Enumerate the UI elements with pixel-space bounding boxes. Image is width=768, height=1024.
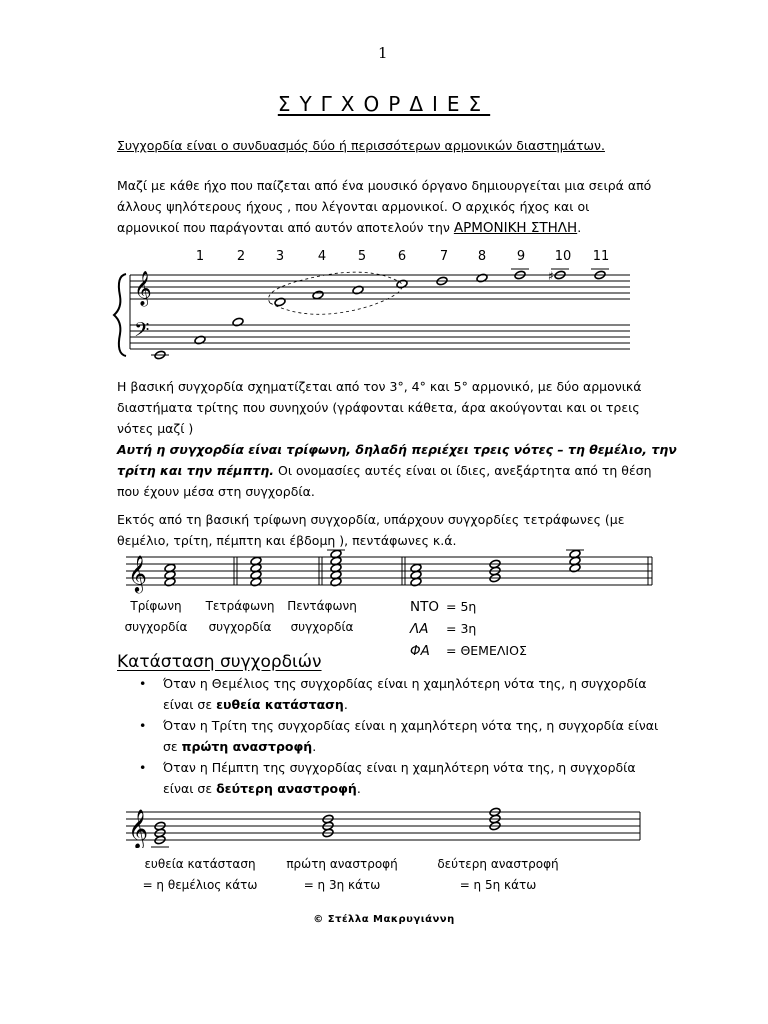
bullet-line: Όταν η Τρίτη της συγχορδίας είναι η χαμηλότερη νότα της, η συγχορδία είναι — [163, 718, 659, 733]
types-line-2: θεμέλιο, τρίτη, πέμπτη και έβδομη ), πεντάφωνες κ.ά. — [117, 533, 457, 548]
legend-name: ΛΑ — [410, 621, 429, 637]
harmonics-line-3 — [117, 217, 677, 239]
bass-clef-icon: 𝄢 — [134, 318, 150, 346]
chord-label-top: Πεντάφωνη — [287, 599, 357, 613]
inversion-label-bottom: = η θεμέλιος κάτω — [142, 878, 258, 892]
harmonic-number: 10 — [554, 249, 572, 264]
basic-line-5 — [117, 460, 677, 481]
legend-value: = 5η — [446, 599, 477, 614]
harmonics-paragraph — [117, 175, 677, 239]
inversion-label — [267, 854, 417, 896]
bullet-bold: δεύτερη αναστροφή — [216, 781, 357, 796]
basic-line-3: νότες μαζί ) — [117, 421, 194, 436]
inversion-label-top: δεύτερη αναστροφή — [437, 857, 559, 871]
harmonic-number: 4 — [317, 249, 327, 264]
bullet-text: σε — [163, 739, 182, 754]
chord-types-notes — [164, 549, 584, 587]
inversion-label-top: πρώτη αναστροφή — [286, 857, 398, 871]
basic-line-6: που έχουν μέσα στη συγχορδία. — [117, 484, 315, 499]
harmonics-line-2: άλλους ψηλότερους ήχους , που λέγονται αρμονικοί. Ο αρχικός ήχος και οι — [117, 199, 590, 214]
treble-staff — [130, 275, 630, 299]
harmonics-line-1: Μαζί με κάθε ήχο που παίζεται από ένα μουσικό όργανο δημιουργείται μια σειρά από — [117, 178, 652, 193]
bullet-icon: • — [139, 760, 147, 775]
harmonic-number: 1 — [195, 249, 205, 264]
legend-row-la — [410, 618, 527, 640]
inversion-label-bottom: = η 3η κάτω — [303, 878, 381, 892]
chord-label-bottom: συγχορδία — [290, 620, 354, 634]
harmonic-number: 5 — [357, 249, 367, 264]
treble-clef-icon: 𝄞 — [134, 271, 152, 306]
inversion-label — [125, 854, 275, 896]
bullet-end: . — [343, 697, 348, 712]
bullet-line — [163, 778, 683, 799]
bullet-line: Όταν η Πέμπτη της συγχορδίας είναι η χαμηλότερη νότα της, η συγχορδία — [163, 760, 636, 775]
harmonic-number: 8 — [477, 249, 487, 264]
chord-label-bottom: συγχορδία — [208, 620, 272, 634]
bullet-end: . — [356, 781, 361, 796]
chord-type-label — [272, 596, 372, 638]
page-title: ΣΥΓΧΟΡΔΙΕΣ — [277, 92, 491, 116]
harmonic-numbers — [196, 249, 609, 264]
bullet-line — [163, 736, 683, 757]
legend-name: ΦΑ — [410, 643, 430, 659]
harmonic-series-staff — [110, 240, 650, 360]
harmonic-number: 9 — [516, 249, 526, 264]
grand-staff-brace — [114, 274, 126, 356]
legend-value: = 3η — [446, 621, 477, 636]
harmonic-number: 6 — [397, 249, 407, 264]
list-item — [139, 673, 683, 715]
treble-clef-icon: 𝄞 — [128, 554, 147, 592]
legend-name: ΝΤΟ — [410, 599, 439, 615]
legend-row-do — [410, 596, 527, 618]
bullet-bold: ευθεία κατάσταση — [216, 697, 344, 712]
footer-copyright: © Στέλλα Μακρυγιάννη — [313, 914, 455, 925]
bullet-icon: • — [139, 676, 147, 691]
chord-label-bottom: συγχορδία — [124, 620, 188, 634]
harmonic-number: 11 — [592, 249, 610, 264]
list-item — [139, 757, 683, 799]
inversions-staff — [120, 800, 650, 848]
harmonics-line-3-end: . — [577, 220, 582, 235]
harmonic-note — [312, 290, 324, 300]
inversion-label — [423, 854, 573, 896]
harmonic-number: 2 — [236, 249, 246, 264]
bullet-text: είναι σε — [163, 697, 217, 712]
chord-label-top: Τετράφωνη — [205, 599, 275, 613]
harmonics-line-3-text: αρμονικοί που παράγονται από αυτόν αποτελούν την — [117, 220, 454, 235]
inversion-notes — [151, 807, 501, 847]
bullet-line: Όταν η Θεμέλιος της συγχορδίας είναι η χαμηλότερη νότα της, η συγχορδία — [163, 676, 647, 691]
harmonic-number: 7 — [439, 249, 449, 264]
page-number: 1 — [378, 44, 388, 62]
inversion-label-bottom: = η 5η κάτω — [459, 878, 537, 892]
harmonic-column-term: ΑΡΜΟΝΙΚΗ ΣΤΗΛΗ — [453, 220, 578, 236]
bullet-text: είναι σε — [163, 781, 217, 796]
treble-clef-icon: 𝄞 — [128, 809, 149, 848]
types-line-1: Εκτός από τη βασική τρίφωνη συγχορδία, υπάρχουν συγχορδίες τετράφωνες (με — [117, 512, 625, 527]
bullet-end: . — [312, 739, 317, 754]
legend-value: = ΘΕΜΕΛΙΟΣ — [446, 643, 527, 658]
bullet-bold: πρώτη αναστροφή — [181, 739, 313, 754]
chord-types-paragraph — [117, 509, 677, 551]
basic-line-4: Αυτή η συγχορδία είναι τρίφωνη, δηλαδή περιέχει τρεις νότες – τη θεμέλιο, την — [117, 442, 677, 457]
section-heading: Κατάσταση συγχορδιών — [117, 652, 322, 672]
bullet-line — [163, 694, 683, 715]
inversion-rules-list — [139, 673, 683, 799]
basic-line-5-bold: τρίτη και την πέμπτη. — [117, 463, 275, 478]
basic-chord-paragraph — [117, 376, 677, 502]
basic-line-5-rest: Οι ονομασίες αυτές είναι οι ίδιες, ανεξάρτητα από τη θέση — [274, 463, 652, 478]
bullet-icon: • — [139, 718, 147, 733]
harmonic-number: 3 — [275, 249, 285, 264]
harmonic-notes — [151, 269, 609, 360]
note-legend — [410, 596, 527, 662]
basic-line-2: διαστήματα τρίτης που συνηχούν (γράφονται κάθετα, άρα ακούγονται και οι τρεις — [117, 400, 640, 415]
list-item — [139, 715, 683, 757]
definition-text: Συγχορδία είναι ο συνδυασμός δύο ή περισσότερων αρμονικών διαστημάτων. — [117, 138, 605, 153]
chord-types-staff — [120, 546, 660, 594]
chord-label-top: Τρίφωνη — [130, 599, 182, 613]
sharp-icon: ♯ — [548, 269, 554, 283]
inversion-label-top: ευθεία κατάσταση — [144, 857, 256, 871]
legend-row-fa — [410, 640, 527, 662]
basic-line-1: Η βασική συγχορδία σχηματίζεται από τον 3°, 4° και 5° αρμονικό, με δύο αρμονικά — [117, 379, 642, 394]
